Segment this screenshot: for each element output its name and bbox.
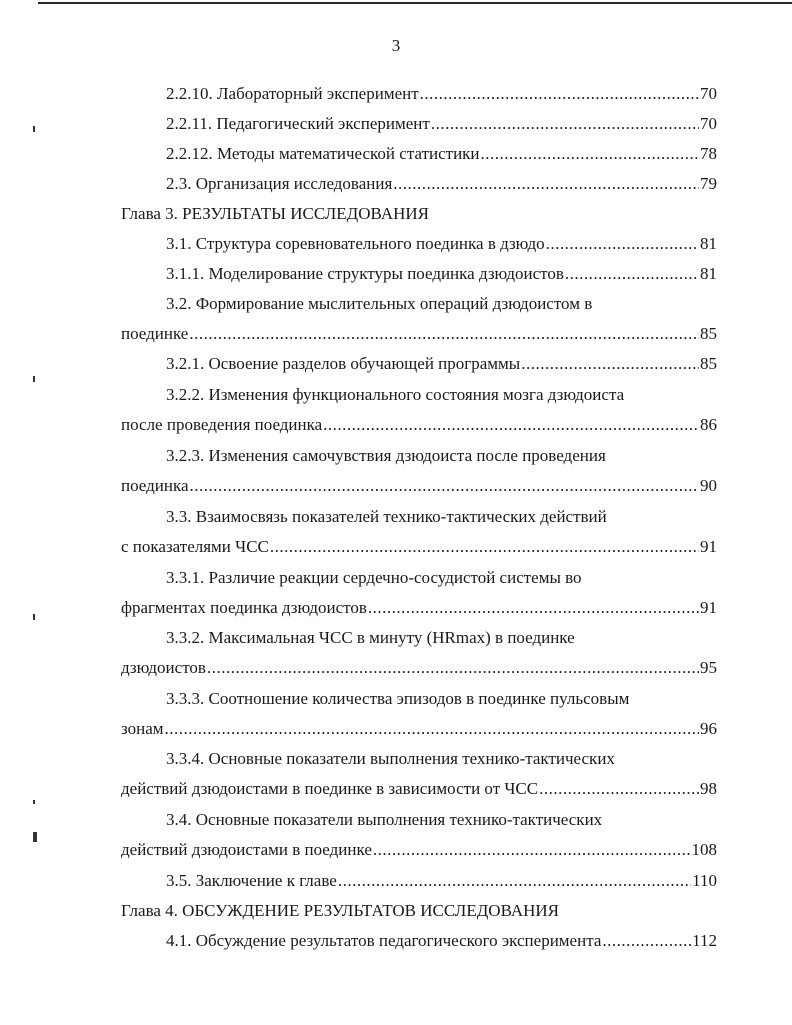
toc-entry: [166, 109, 717, 139]
toc-entry: [121, 593, 717, 623]
dot-leader: [431, 109, 699, 139]
chapter-heading: Глава 4. ОБСУЖДЕНИЕ РЕЗУЛЬТАТОВ ИССЛЕДОВАНИЯ: [121, 901, 560, 920]
toc-entry-page: 86: [700, 415, 717, 434]
dot-leader: [539, 774, 699, 804]
scan-margin-mark: [33, 832, 37, 842]
dot-leader: [546, 229, 699, 259]
toc-entry-page: 79: [700, 174, 717, 193]
toc-entry-page: 108: [691, 840, 717, 859]
toc-entry: [166, 349, 717, 379]
toc-entry-title: 2.2.10. Лабораторный эксперимент: [166, 84, 419, 103]
toc-entry-title-line2: после проведения поединка: [121, 415, 323, 434]
top-border-line: [38, 2, 792, 4]
dot-leader: [189, 319, 699, 349]
scan-margin-mark: [33, 614, 35, 620]
toc-entry-title-line2: фрагментах поединка дзюдоистов: [121, 598, 367, 617]
toc-entry-page: 85: [700, 324, 717, 343]
toc-entry: [166, 926, 717, 956]
toc-entry: [121, 532, 717, 562]
toc-entry-page: 70: [700, 114, 717, 133]
toc-entry-title-line1: 3.3.2. Максимальная ЧСС в минуту (HRmax) в поединке: [166, 628, 575, 647]
toc-entry-page: 110: [692, 871, 717, 890]
toc-entry-title-line2: с показателями ЧСС: [121, 537, 269, 556]
dot-leader: [521, 349, 699, 379]
toc-entry-title-line2: поединка: [121, 476, 189, 495]
toc-entry-title: 3.5. Заключение к главе: [166, 871, 337, 890]
toc-entry-title-line1: 3.3.4. Основные показатели выполнения технико-тактических: [166, 749, 615, 768]
toc-entry-title: 2.3. Организация исследования: [166, 174, 393, 193]
toc-entry-page: 70: [700, 84, 717, 103]
toc-entry-title-line1: 3.3.3. Соотношение количества эпизодов в поединке пульсовым: [166, 689, 630, 708]
toc-entry-page: 81: [700, 234, 717, 253]
dot-leader: [393, 169, 699, 199]
dot-leader: [323, 410, 699, 440]
toc-entry: [121, 835, 717, 865]
toc-entry-title-line1: 3.4. Основные показатели выполнения технико-тактических: [166, 810, 603, 829]
page-number: 3: [391, 36, 401, 55]
toc-entry: [166, 79, 717, 109]
toc-entry: [121, 774, 717, 804]
toc-entry: [121, 714, 717, 744]
toc-entry: [166, 259, 717, 289]
toc-entry-title-line2: дзюдоистов: [121, 658, 206, 677]
dot-leader: [270, 532, 699, 562]
toc-entry-title: 2.2.11. Педагогический эксперимент: [166, 114, 430, 133]
toc-entry-page: 81: [700, 264, 717, 283]
toc-entry-title-line2: поединке: [121, 324, 189, 343]
dot-leader: [190, 471, 699, 501]
dot-leader: [602, 926, 691, 956]
toc-entry-title: 3.1.1. Моделирование структуры поединка дзюдоистов: [166, 264, 564, 283]
chapter-heading: Глава 3. РЕЗУЛЬТАТЫ ИССЛЕДОВАНИЯ: [121, 204, 429, 223]
toc-entry-title-line1: 3.2.2. Изменения функционального состояния мозга дзюдоиста: [166, 385, 625, 404]
scan-margin-mark: [33, 800, 35, 804]
toc-entry: [166, 169, 717, 199]
toc-entry: [166, 866, 717, 896]
toc-entry-page: 78: [700, 144, 717, 163]
toc-entry-title-line1: 3.2. Формирование мыслительных операций дзюдоистом в: [166, 294, 593, 313]
dot-leader: [338, 866, 691, 896]
dot-leader: [207, 653, 699, 683]
toc-entry: [121, 471, 717, 501]
toc-entry-page: 95: [700, 658, 717, 677]
dot-leader: [165, 714, 699, 744]
toc-entry: [121, 319, 717, 349]
toc-entry: [166, 229, 717, 259]
toc-entry-title-line2: зонам: [121, 719, 164, 738]
toc-entry-title-line2: действий дзюдоистами в поединке: [121, 840, 372, 859]
dot-leader: [565, 259, 699, 289]
toc-entry-title: 3.2.1. Освоение разделов обучающей программы: [166, 354, 521, 373]
dot-leader: [368, 593, 699, 623]
scan-margin-mark: [33, 126, 35, 132]
dot-leader: [373, 835, 691, 865]
toc-entry-page: 96: [700, 719, 717, 738]
toc-entry-page: 90: [700, 476, 717, 495]
toc-entry-title-line1: 3.3.1. Различие реакции сердечно-сосудистой системы во: [166, 568, 582, 587]
scan-margin-mark: [33, 376, 35, 382]
dot-leader: [481, 139, 699, 169]
toc-entry-page: 98: [700, 779, 717, 798]
toc-entry-page: 85: [700, 354, 717, 373]
dot-leader: [420, 79, 699, 109]
toc-entry: [166, 139, 717, 169]
toc-entry-title-line1: 3.2.3. Изменения самочувствия дзюдоиста после проведения: [166, 446, 606, 465]
toc-entry-title: 3.1. Структура соревновательного поединка в дзюдо: [166, 234, 545, 253]
toc-entry-title: 2.2.12. Методы математической статистики: [166, 144, 480, 163]
toc-entry-page: 112: [692, 931, 717, 950]
toc-entry-title: 4.1. Обсуждение результатов педагогического эксперимента: [166, 931, 602, 950]
toc-entry-title-line1: 3.3. Взаимосвязь показателей технико-тактических действий: [166, 507, 607, 526]
toc-entry-page: 91: [700, 598, 717, 617]
toc-entry-title-line2: действий дзюдоистами в поединке в зависимости от ЧСС: [121, 779, 539, 798]
toc-entry-page: 91: [700, 537, 717, 556]
toc-entry: [121, 410, 717, 440]
toc-entry: [121, 653, 717, 683]
